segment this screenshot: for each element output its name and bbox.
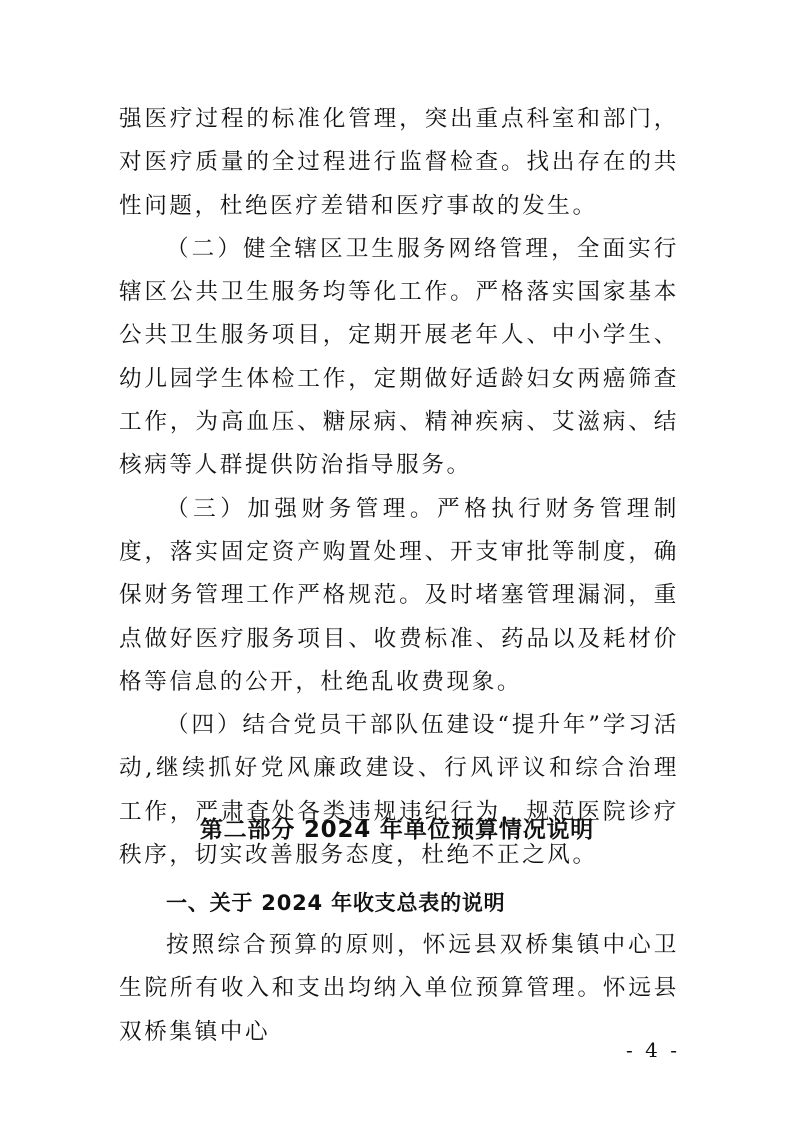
paragraph-budget-intro: 按照综合预算的原则，怀远县双桥集镇中心卫生院所有收入和支出均纳入单位预算管理。怀远县双桥集镇中心 (119, 932, 679, 1045)
section-title: 第二部分 2024 年单位预算情况说明 (199, 817, 595, 843)
paragraph-party-conduct: （四）结合党员干部队伍建设“提升年”学习活动,继续抓好党风廉政建设、行风评议和综合治理工作，严肃查处各类违规违纪行为，规范医院诊疗秩序，切实改善服务态度，杜绝不正之风。 (119, 712, 679, 869)
body-text-budget (119, 924, 679, 1054)
paragraph-health-service-network: （二）健全辖区卫生服务网络管理，全面实行辖区公共卫生服务均等化工作。严格落实国家基本公共卫生服务项目，定期开展老年人、中小学生、幼儿园学生体检工作，定期做好适龄妇女两癌筛查工作，为高血压、糖尿病、精神疾病、艾滋病、结核病等人群提供防治指导服务。 (119, 235, 679, 479)
page-number: - 4 - (626, 1038, 680, 1062)
paragraph-financial-management: （三）加强财务管理。严格执行财务管理制度，落实固定资产购置处理、开支审批等制度，确保财务管理工作严格规范。及时堵塞管理漏洞，重点做好医疗服务项目、收费标准、药品以及耗材价格等信息的公开，杜绝乱收费现象。 (119, 495, 679, 695)
subheading: 一、关于 2024 年收支总表的说明 (166, 891, 506, 915)
paragraph-continuation: 强医疗过程的标准化管理，突出重点科室和部门，对医疗质量的全过程进行监督检查。找出存在的共性问题，杜绝医疗差错和医疗事故的发生。 (119, 106, 679, 219)
body-text (119, 98, 679, 877)
